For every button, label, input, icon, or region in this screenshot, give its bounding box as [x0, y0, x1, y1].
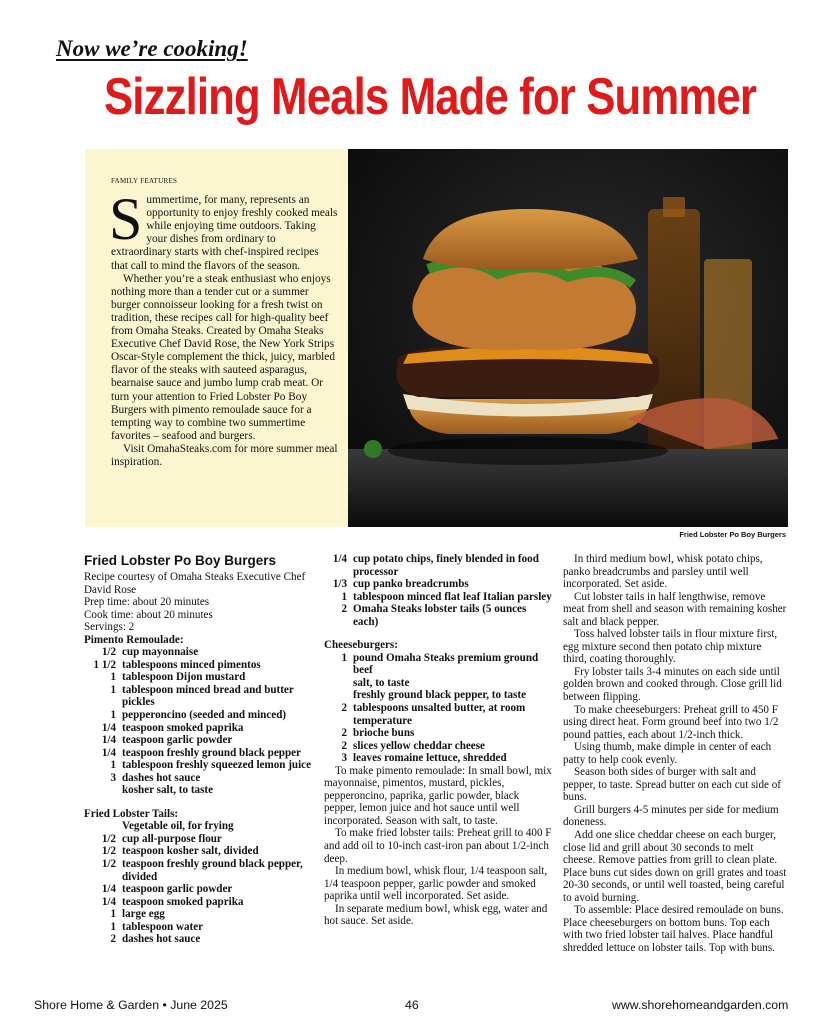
ingredient-quantity: 3: [110, 771, 116, 784]
ingredient-item: [324, 740, 552, 753]
page-title: Sizzling Meals Made for Summer: [104, 68, 756, 126]
ingredient-item: [84, 921, 316, 934]
direction-step: Cut lobster tails in half lengthwise, remove meat from shell and season with remaining kosher salt and black pepper.: [563, 590, 787, 628]
ingredient-quantity: 1: [341, 590, 347, 603]
intro-paragraph-text: ummertime, for many, represents an opportunity to enjoy freshly cooked meals while enjoying time outdoors. Taking your dishes from ordinary to extraordinary starts with chef-inspired recipes that call to mind the flavors of the season.: [111, 194, 338, 272]
direction-step: To make cheeseburgers: Preheat grill to 450 F using direct heat. Form ground beef into two 1/2 pound patties, each about 1/2-inch thick.: [563, 703, 779, 741]
ingredient-quantity: 1: [110, 683, 116, 696]
ingredient-item: [84, 646, 316, 659]
ingredient-item: [84, 759, 316, 772]
ingredient-quantity: 2: [341, 603, 347, 616]
ingredient-item: [84, 709, 316, 722]
directions-part-2: [563, 553, 787, 955]
ingredient-item: [84, 883, 316, 896]
kicker: Now we’re cooking!: [56, 36, 248, 61]
ingredient-text: tablespoons minced pimentos: [122, 658, 261, 671]
direction-step: Using thumb, make dimple in center of each patty to help cook evenly.: [563, 741, 772, 766]
direction-step: In medium bowl, whisk flour, 1/4 teaspoon salt, 1/4 teaspoon pepper, garlic powder and smoked paprika until well incorporated. Set aside.: [324, 865, 548, 903]
ingredient-quantity: 1/4: [101, 721, 116, 734]
ingredient-text: pepperoncino (seeded and minced): [122, 709, 287, 722]
ingredient-text: leaves romaine lettuce, shredded: [353, 752, 507, 765]
ingredient-item: [84, 845, 316, 858]
prep-time: Prep time: about 20 minutes: [84, 596, 210, 609]
direction-step: In third medium bowl, whisk potato chips, panko breadcrumbs and parsley until well incorporated. Set aside.: [563, 553, 763, 591]
byline-tag: FAMILY FEATURES: [111, 177, 178, 185]
ingredient-item: [324, 677, 552, 690]
ingredient-quantity: 1: [110, 920, 116, 933]
recipe-title: Fried Lobster Po Boy Burgers: [84, 553, 277, 568]
intro-box: [85, 149, 348, 527]
ingredient-text: teaspoon garlic powder: [122, 734, 233, 747]
ingredient-quantity: [84, 820, 122, 833]
ingredient-quantity: 1/4: [101, 746, 116, 759]
direction-step: Grill burgers 4-5 minutes per side for medium doneness.: [563, 803, 779, 829]
ingredient-text: tablespoon Dijon mustard: [122, 671, 246, 684]
ingredient-quantity: 1/4: [332, 553, 347, 565]
ingredient-item: [84, 734, 316, 747]
ingredient-quantity: 1/2: [101, 832, 116, 845]
footer-website[interactable]: www.shorehomeandgarden.com: [612, 998, 789, 1012]
ingredient-text: large egg: [122, 908, 165, 921]
footer-publication: Shore Home & Garden • June 2025: [34, 998, 228, 1012]
ingredient-quantity: 1/2: [101, 646, 116, 659]
ingredient-text: teaspoon freshly ground black pepper, divided: [122, 858, 303, 883]
ingredient-quantity: 1/3: [332, 578, 347, 591]
ingredient-item: [324, 702, 552, 727]
ingredient-text: salt, to taste: [353, 676, 410, 689]
ingredient-quantity: 1/2: [101, 845, 116, 858]
ingredient-item: [324, 578, 552, 591]
tails-ingredients-continued: [324, 553, 552, 628]
intro-paragraph: Visit OmahaSteaks.com for more summer meal inspiration.: [111, 442, 338, 468]
ingredient-item: [84, 684, 316, 709]
direction-step: In separate medium bowl, whisk egg, water and hot sauce. Set aside.: [324, 902, 548, 928]
ingredient-quantity: [324, 689, 353, 702]
directions-part-1: [324, 765, 552, 928]
intro-paragraph: [109, 186, 338, 273]
tails-ingredients: [84, 820, 316, 945]
ingredient-text: teaspoon smoked paprika: [122, 895, 244, 908]
ingredient-item: [324, 553, 552, 578]
ingredient-text: slices yellow cheddar cheese: [353, 739, 485, 752]
ingredient-item: [84, 671, 316, 684]
direction-step: To make fried lobster tails: Preheat grill to 400 F and add oil to 10-inch cast-iron pan about 1/2-inch deep.: [324, 827, 552, 865]
ingredient-quantity: 1: [341, 651, 347, 664]
ingredient-item: [324, 727, 552, 740]
direction-step: Add one slice cheddar cheese on each burger, close lid and grill about 30 seconds to melt cheese. Remove patties from grill to clean plate. Place buns cut sides down on grill grates and toast 20-30 seconds, or until well toasted, being careful to avoid burning.: [563, 829, 787, 904]
ingredient-item: [84, 722, 316, 735]
ingredient-text: tablespoon water: [122, 920, 204, 933]
cheeseburgers-heading: Cheeseburgers:: [324, 639, 398, 652]
ingredient-text: dashes hot sauce: [122, 933, 201, 946]
ingredient-item: [324, 591, 552, 604]
ingredient-text: cup all-purpose flour: [122, 832, 222, 845]
ingredient-text: kosher salt, to taste: [122, 784, 214, 797]
ingredient-quantity: 1: [110, 908, 116, 921]
ingredient-text: tablespoon minced flat leaf Italian parsley: [353, 590, 552, 603]
ingredient-quantity: 1: [110, 759, 116, 772]
ingredient-item: [324, 752, 552, 765]
ingredient-quantity: 1/4: [101, 734, 116, 747]
ingredient-text: freshly ground black pepper, to taste: [353, 689, 526, 702]
ingredient-text: teaspoon kosher salt, divided: [122, 845, 259, 858]
cook-time: Cook time: about 20 minutes: [84, 608, 213, 621]
ingredient-item: [84, 933, 316, 946]
ingredient-text: Vegetable oil, for frying: [122, 820, 234, 833]
recipe-column-3: [563, 553, 787, 955]
ingredient-quantity: [84, 784, 122, 797]
photo-caption: Fried Lobster Po Boy Burgers: [679, 530, 786, 539]
remoulade-heading: Pimento Remoulade:: [84, 633, 184, 646]
intro-paragraph: Whether you’re a steak enthusiast who enjoys nothing more than a tender cut or a summer burger connoisseur looking for a fresh twist on tradition, these recipes call for high-quality beef from Omaha Steaks. Created by Omaha Steaks Executive Chef David Rose, the New York Strips Oscar-Style complement the thick, juicy, marbled flavor of the steaks with sauteed asparagus, bearnaise sauce and jumbo lump crab meat. Or turn your attention to Fried Lobster Po Boy Burgers with pimento remoulade sauce for a tempting way to combine two summertime favorites – seafood and burgers.: [111, 272, 335, 442]
ingredient-quantity: 3: [341, 752, 347, 765]
ingredient-item: [84, 858, 316, 883]
ingredient-quantity: 1/4: [101, 895, 116, 908]
direction-step: Fry lobster tails 3-4 minutes on each side until golden brown and cooked through. Close grill lid between flipping.: [563, 665, 782, 704]
direction-step: Toss halved lobster tails in flour mixture first, egg mixture second then potato chip mixture third, coating thoroughly.: [563, 628, 778, 666]
ingredient-text: cup mayonnaise: [122, 646, 199, 659]
ingredient-item: [84, 896, 316, 909]
ingredient-item: [324, 689, 552, 702]
ingredient-text: dashes hot sauce: [122, 771, 201, 784]
recipe-column-2: [324, 553, 552, 928]
ingredient-quantity: 2: [110, 933, 116, 946]
ingredient-item: [84, 833, 316, 846]
direction-step: To make pimento remoulade: In small bowl, mix mayonnaise, pimentos, mustard, pickles, pepperoncino, paprika, garlic powder, black pepper, lemon juice and hot sauce until well incorporated. Season with salt, to taste.: [324, 764, 552, 827]
ingredient-text: pound Omaha Steaks premium ground beef: [353, 651, 539, 677]
recipe-credit: Recipe courtesy of Omaha Steaks Executive Chef David Rose: [84, 571, 306, 596]
ingredient-quantity: 2: [341, 727, 347, 740]
drop-cap: S: [109, 186, 143, 253]
ingredient-quantity: 1: [110, 671, 116, 684]
tails-heading: Fried Lobster Tails:: [84, 807, 179, 820]
ingredient-item: [84, 784, 316, 797]
direction-step: To assemble: Place desired remoulade on buns. Place cheeseburgers on bottom buns. Top each with two fried lobster tail halves. Place handful shredded lettuce on lobster tails. Top with buns.: [563, 904, 784, 954]
ingredient-text: Omaha Steaks lobster tails (5 ounces each): [353, 603, 527, 628]
ingredient-text: tablespoons unsalted butter, at room temperature: [353, 702, 526, 727]
remoulade-ingredients: [84, 646, 316, 797]
page-number: 46: [405, 998, 419, 1012]
ingredient-quantity: [324, 677, 353, 690]
burger-photo: [348, 149, 788, 527]
ingredient-text: cup potato chips, finely blended in food processor: [353, 553, 539, 578]
servings: Servings: 2: [84, 621, 135, 634]
ingredient-quantity: 2: [341, 702, 347, 715]
ingredient-text: cup panko breadcrumbs: [353, 578, 469, 591]
ingredient-item: [84, 820, 316, 833]
ingredient-quantity: 1: [110, 709, 116, 722]
burger-illustration: [348, 149, 788, 527]
ingredient-item: [324, 652, 552, 677]
ingredient-quantity: 1/2: [101, 858, 116, 871]
ingredient-quantity: 2: [341, 739, 347, 752]
ingredient-text: teaspoon freshly ground black pepper: [122, 746, 301, 759]
ingredient-text: brioche buns: [353, 727, 415, 740]
ingredient-text: tablespoon minced bread and butter pickles: [122, 683, 294, 709]
ingredient-item: [84, 659, 316, 672]
ingredient-quantity: 1 1/2: [93, 658, 116, 671]
ingredient-item: [84, 908, 316, 921]
ingredient-quantity: 1/4: [101, 883, 116, 896]
ingredient-item: [84, 772, 316, 785]
ingredient-item: [324, 603, 552, 628]
ingredient-text: tablespoon freshly squeezed lemon juice: [122, 759, 311, 772]
ingredient-text: teaspoon garlic powder: [122, 883, 233, 896]
ingredient-item: [84, 747, 316, 760]
cheeseburger-ingredients: [324, 652, 552, 765]
ingredient-text: teaspoon smoked paprika: [122, 721, 244, 734]
direction-step: Season both sides of burger with salt and pepper, to taste. Spread butter on each cut side of buns.: [563, 766, 781, 804]
recipe-column-1: [84, 553, 316, 946]
